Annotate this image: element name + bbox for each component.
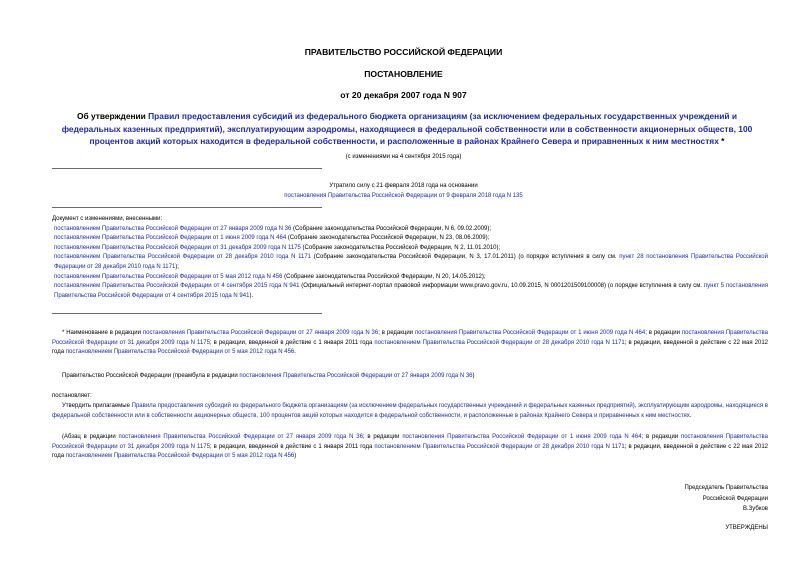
footnote-text: ; в редакции, введенной в действие с 1 января 2011 года (209, 339, 373, 346)
note-text: ; в редакции (362, 434, 400, 440)
amendment-link[interactable]: постановлением Правительства Российской Федерации от 5 мая 2012 года N 456 (54, 273, 283, 280)
title-asterisk: * (718, 136, 725, 146)
amendment-item (52, 273, 768, 283)
title-rules-link[interactable]: Правил предоставления субсидий из федерального бюджета организациям (за исключением федеральных государственных учреждений и федеральных казенных предприятий), эксплуатирующим аэродромы, находящиеся в федеральной собственности или в собственности акционерных обществ, 100 процентов акций которых находится в федеральной собственности, и расположенные в районах Крайнего Севера и приравненных к ним местностях (61, 111, 753, 146)
changes-note: (с изменениями на 4 сентября 2015 года) (345, 154, 462, 160)
note-text: ; в редакции (641, 434, 679, 440)
approved-label: УТВЕРЖДЕНЫ (725, 525, 768, 531)
footnote-text: . (294, 349, 296, 356)
amendment-source: (Собрание законодательства Российской Федерации, N 6, 09.02.2009); (291, 225, 492, 232)
expired-text: Утратило силу с 21 февраля 2018 года на основании (329, 183, 478, 189)
amendment-source: (Официальный интернет-портал правовой информации www.pravo.gov.ru, 10.09.2015, N 0001201509100008) (о порядке вступления в силу см. (299, 283, 704, 290)
signature-country: Российской Федерации (702, 495, 768, 502)
preamble (52, 372, 768, 382)
expired-note (0, 182, 807, 201)
footnote-link[interactable]: постановлением Правительства Российской Федерации от 28 декабря 2010 года N 1171 (374, 339, 625, 346)
signature-block (560, 483, 768, 515)
amendment-item (52, 282, 768, 301)
note-link[interactable]: постановления Правительства Российской Федерации от 31 декабря 2009 года N 1175 (52, 434, 768, 450)
amendment-source: (Собрание законодательства Российской Федерации, N 3, 17.01.2011) (о порядке вступления в силу см. (311, 254, 620, 261)
amendment-link[interactable]: постановлением Правительства Российской Федерации от 1 июня 2009 года N 464 (54, 235, 287, 242)
title-prefix: Об утверждении (76, 111, 149, 121)
signature-name: В.Зубков (742, 506, 768, 512)
preamble-end: ) (472, 373, 475, 379)
note-text: ; в редакции, введенной в действие с 22 мая 2012 года (52, 443, 768, 460)
footnote-link[interactable]: постановлением Правительства Российской Федерации от 5 мая 2012 года N 456 (65, 349, 295, 356)
amendment-item (52, 225, 768, 235)
footnote-text: ; в редакции (645, 330, 680, 336)
amendments-heading: Документ с изменениями, внесенными: (52, 216, 163, 222)
note-link[interactable]: постановления Правительства Российской Федерации от 1 июня 2009 года N 464 (402, 434, 642, 440)
amendment-source: (Собрание законодательства Российской Федерации, N 20, 14.05.2012); (282, 273, 486, 280)
amendment-link[interactable]: постановлением Правительства Российской Федерации от 27 января 2009 года N 36 (54, 225, 292, 232)
approve-end: . (689, 412, 692, 419)
amendment-source: (Собрание законодательства Российской Федерации, N 2, 11.01.2010); (300, 244, 501, 251)
amendment-item (52, 234, 768, 244)
amendment-source: (Собрание законодательства Российской Федерации, N 23, 08.06.2009); (286, 235, 490, 242)
paragraph-note (52, 433, 768, 462)
amendment-effective-link[interactable]: пункт 28 постановления Правительства Российской Федерации от 28 декабря 2010 года N 1171 (54, 254, 768, 270)
amendment-item (52, 253, 768, 272)
note-text: ; в редакции, введенной в действие с 1 января 2011 года (209, 443, 373, 450)
signature-position: Председатель Правительства (684, 485, 768, 491)
approve-paragraph (52, 402, 768, 421)
document-type: ПОСТАНОВЛЕНИЕ (364, 69, 443, 79)
divider (52, 313, 322, 314)
amendment-item (52, 244, 768, 254)
preamble-text: Правительство Российской Федерации (преамбула в редакции (62, 373, 240, 379)
amendments-list (52, 215, 768, 301)
approve-text: Утвердить прилагаемые (62, 403, 132, 409)
divider (52, 168, 322, 169)
footnote-text: ; в редакции, введенной в действие с 22 мая 2012 года (52, 339, 768, 356)
document-title (52, 110, 762, 148)
document-date-number: от 20 декабря 2007 года N 907 (340, 90, 467, 100)
footnote-text: * Наименование в редакции (62, 330, 141, 336)
amendment-link[interactable]: постановлением Правительства Российской Федерации от 31 декабря 2009 года N 1175 (54, 244, 301, 251)
note-link[interactable]: постановлением Правительства Российской Федерации от 5 мая 2012 года N 456 (65, 453, 295, 460)
divider (52, 207, 322, 208)
note-link[interactable]: постановлением Правительства Российской Федерации от 28 декабря 2010 года N 1171 (374, 443, 625, 450)
note-link[interactable]: постановления Правительства Российской Федерации от 27 января 2009 года N 36 (118, 434, 363, 440)
note-text: ) (294, 453, 297, 460)
footnote-link[interactable]: постановления Правительства Российской Федерации от 27 января 2009 года N 36 (142, 330, 379, 336)
approve-rules-link[interactable]: Правила предоставления субсидий из федерального бюджета организациям (за исключением федеральных государственных учреждений и федеральных казенных предприятий), эксплуатирующим аэродромы, находящиеся в федеральной собственности или в собственности акционерных обществ, 100 процентов акций которых находится в федеральной собственности, и расположенные в районах Крайнего Севера и приравненных к ним местностях (52, 403, 768, 419)
title-footnote (52, 329, 768, 358)
note-text: (Абзац в редакции (62, 434, 116, 440)
preamble-link[interactable]: постановления Правительства Российской Федерации от 27 января 2009 года N 36 (239, 373, 473, 379)
amendment-effective-link[interactable]: пункт 5 постановления Правительства Российской Федерации от 4 сентября 2015 года N 941 (54, 283, 769, 299)
footnote-text: ; в редакции (378, 330, 414, 336)
expired-link[interactable]: постановления Правительства Российской Федерации от 9 февраля 2018 года N 135 (284, 192, 523, 199)
amendment-source-end: ); (175, 263, 179, 270)
footnote-link[interactable]: постановления Правительства Российской Федерации от 1 июня 2009 года N 464 (414, 330, 646, 336)
government-heading: ПРАВИТЕЛЬСТВО РОССИЙСКОЙ ФЕДЕРАЦИИ (304, 47, 503, 57)
amendment-source-end: ). (249, 292, 254, 299)
amendment-link[interactable]: постановлением Правительства Российской Федерации от 28 декабря 2010 года N 1171 (54, 254, 312, 261)
footnote-link[interactable]: постановления Правительства Российской Федерации от 31 декабря 2009 года N 1175 (52, 330, 769, 346)
resolves: постановляет: (52, 393, 92, 399)
amendment-link[interactable]: постановлением Правительства Российской Федерации от 4 сентября 2015 года N 941 (54, 283, 300, 290)
